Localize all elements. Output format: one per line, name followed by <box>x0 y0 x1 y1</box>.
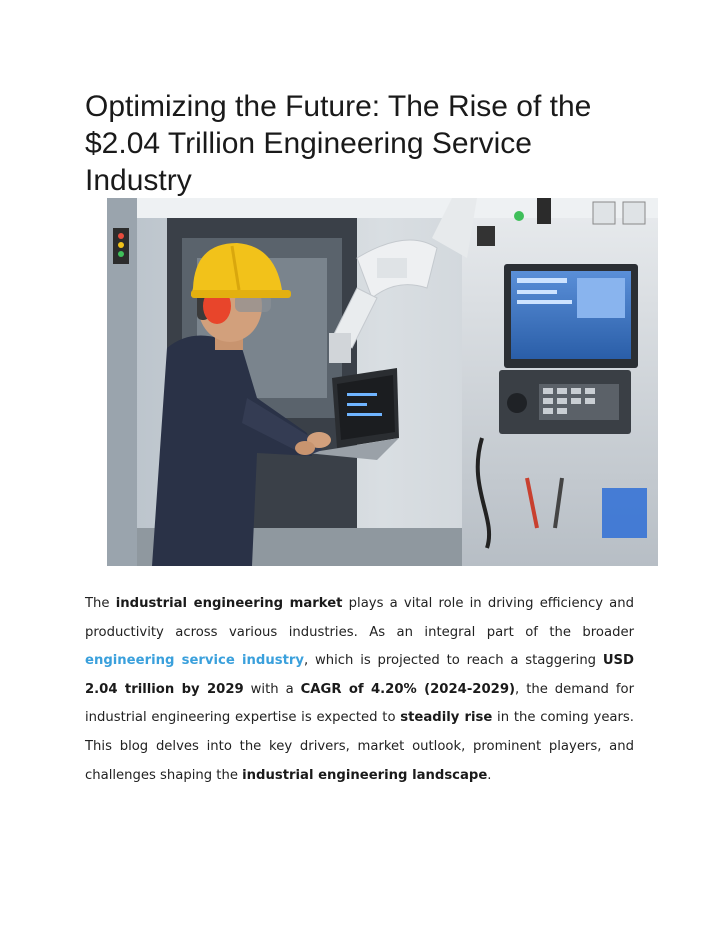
paragraph-text: in the coming years. This blog delves into the key drivers, market outlook, prominent players, and challenges shaping the <box>85 710 634 783</box>
highlight-industrial-engineering-market: industrial engineering market <box>115 596 343 611</box>
paragraph-text: plays a vital role in driving efficiency and productivity across various industries. As an integral part of the broader <box>85 596 634 640</box>
highlight-steadily-rise: steadily rise <box>400 710 493 726</box>
highlight-market-size: USD 2.04 trillion by 2029 <box>85 653 634 697</box>
paragraph-text: , which is projected to reach a staggering <box>304 653 603 669</box>
engineering-service-industry-link[interactable]: engineering service industry <box>85 653 304 669</box>
page-title: Optimizing the Future: The Rise of the $2.04 Trillion Engineering Service Industry <box>85 90 592 197</box>
paragraph-text: , the demand for industrial engineering expertise is expected to <box>85 681 635 726</box>
highlight-industrial-engineering-landscape: industrial engineering landscape <box>242 767 488 783</box>
paragraph-text: with a <box>243 681 301 697</box>
highlight-cagr: CAGR of 4.20% (2024-2029) <box>300 681 516 697</box>
paragraph-text: The <box>85 596 116 611</box>
paragraph-text: . <box>487 767 492 783</box>
intro-paragraph <box>85 590 634 790</box>
hero-image <box>107 198 658 566</box>
